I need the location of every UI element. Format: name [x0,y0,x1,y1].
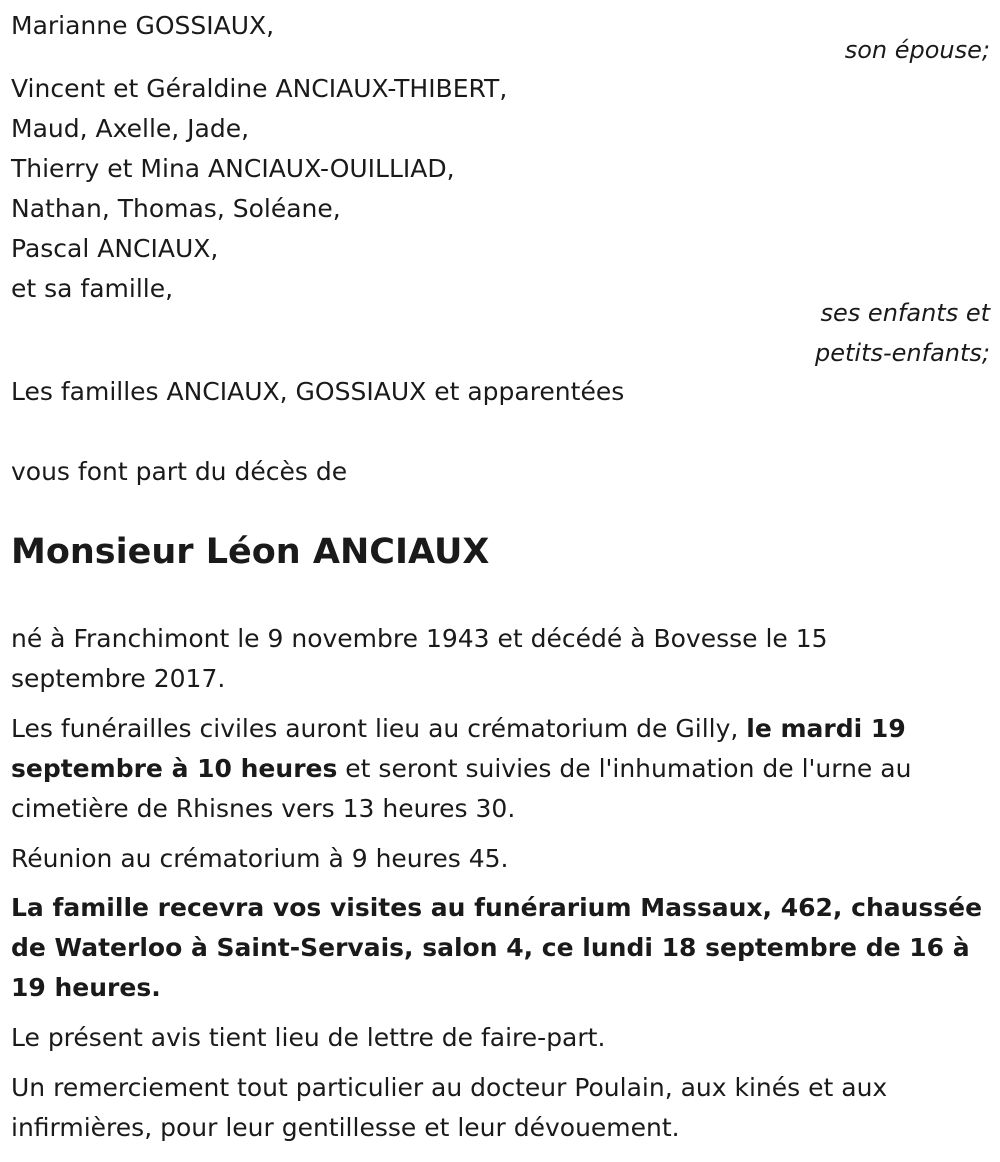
spouse-name: Marianne GOSSIAUX, [11,11,275,40]
funeral-date: le mardi 19 septembre à 10 heures [11,714,906,783]
funeral-text: Les funérailles civiles auront lieu au crématorium de Gilly, [11,714,747,743]
thanks-paragraph: Un remerciement tout particulier au docteur Poulain, aux kinés et aux infirmières, pour leur gentillesse et leur dévouement. [11,1073,888,1142]
children-role: ses enfants et [820,299,990,327]
family-member: Vincent et Géraldine ANCIAUX-THIBERT, [11,74,508,103]
family-member: Nathan, Thomas, Soléane, [11,194,341,223]
family-member: Thierry et Mina ANCIAUX-OUILLIAD, [11,154,455,183]
deceased-name: Monsieur Léon ANCIAUX [11,532,490,572]
family-member: et sa famille, [11,274,174,303]
visits-paragraph: La famille recevra vos visites au funérarium Massaux, 462, chaussée de Waterloo à Saint-Servais, salon 4, ce lundi 18 septembre de 16 à 19 heures. [11,893,983,1002]
children-role: petits-enfants; [815,339,990,367]
announcement-line: vous font part du décès de [11,457,348,486]
families-line: Les familles ANCIAUX, GOSSIAUX et apparentées [11,377,625,406]
birth-death-line: septembre 2017. [11,664,226,693]
family-member: Pascal ANCIAUX, [11,234,219,263]
funeral-text-end: et seront suivies de l'inhumation de l'urne au cimetière de Rhisnes vers 13 heures 30. [11,754,912,823]
funeral-paragraph [11,709,986,829]
birth-death-line: né à Franchimont le 9 novembre 1943 et décédé à Bovesse le 15 [11,624,828,653]
notice-line: Le présent avis tient lieu de lettre de faire-part. [11,1023,606,1052]
reunion-line: Réunion au crématorium à 9 heures 45. [11,844,509,873]
family-member: Maud, Axelle, Jade, [11,114,250,143]
spouse-role: son épouse; [844,36,990,64]
